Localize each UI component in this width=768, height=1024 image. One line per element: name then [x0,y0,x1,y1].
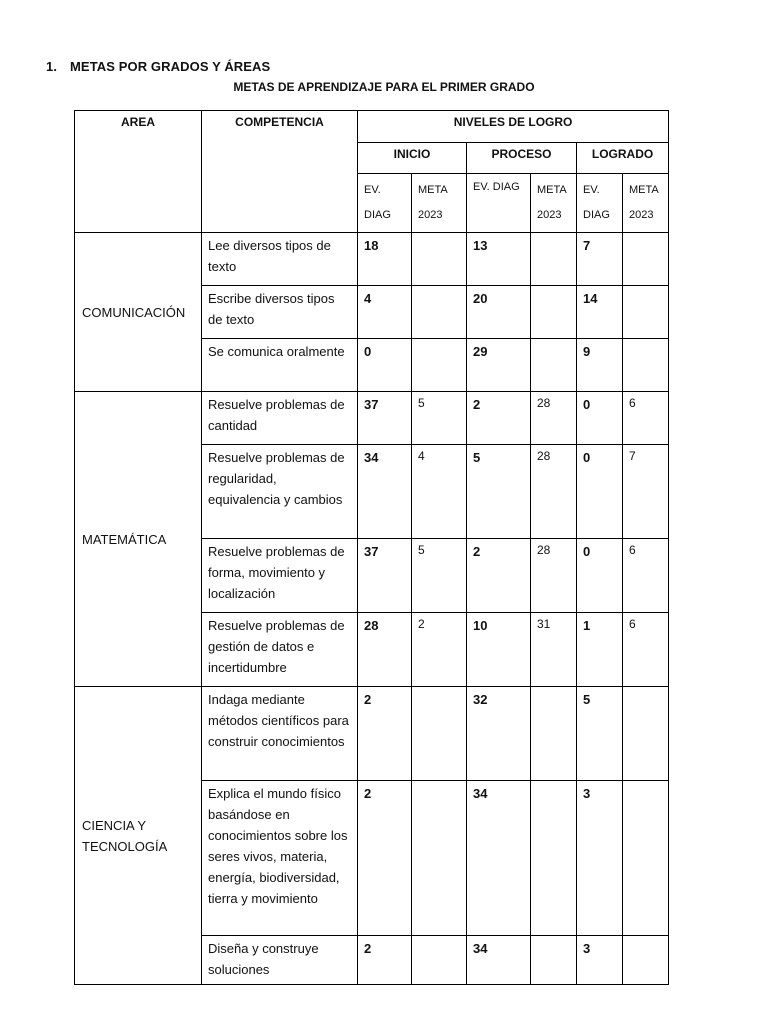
inicio-meta-cell: 5 [412,539,467,613]
logrado-ev-diag-cell: 3 [577,936,623,985]
inicio-ev-diag-cell: 37 [358,392,412,445]
proceso-ev-diag-cell: 13 [467,233,531,286]
proceso-ev-diag-cell: 32 [467,687,531,781]
proceso-meta-cell [531,936,577,985]
logrado-meta-cell [623,339,669,392]
proceso-ev-diag-cell: 10 [467,613,531,687]
competencia-cell: Diseña y construye soluciones [202,936,358,985]
logrado-ev-diag-cell: 14 [577,286,623,339]
competencia-cell: Lee diversos tipos de texto [202,233,358,286]
subheader-logrado-meta: META 2023 [623,174,669,233]
learning-goals-table [74,110,669,985]
logrado-meta-cell [623,286,669,339]
competencia-cell: Resuelve problemas de gestión de datos e incertidumbre [202,613,358,687]
proceso-meta-cell [531,286,577,339]
inicio-ev-diag-cell: 0 [358,339,412,392]
proceso-ev-diag-cell: 2 [467,392,531,445]
inicio-ev-diag-cell: 18 [358,233,412,286]
competencia-cell: Indaga mediante métodos científicos para construir conocimientos [202,687,358,781]
inicio-meta-cell [412,339,467,392]
inicio-ev-diag-cell: 37 [358,539,412,613]
subheader-inicio-ev-diag: EV. DIAG [358,174,412,233]
inicio-ev-diag-cell: 34 [358,445,412,539]
proceso-meta-cell: 28 [531,392,577,445]
subheader-inicio-meta: META 2023 [412,174,467,233]
competencia-cell: Se comunica oralmente [202,339,358,392]
inicio-meta-cell [412,687,467,781]
inicio-meta-cell [412,286,467,339]
logrado-ev-diag-cell: 5 [577,687,623,781]
logrado-ev-diag-cell: 9 [577,339,623,392]
competencia-cell: Resuelve problemas de regularidad, equivalencia y cambios [202,445,358,539]
header-inicio: INICIO [358,143,467,174]
competencia-cell: Escribe diversos tipos de texto [202,286,358,339]
inicio-meta-cell: 5 [412,392,467,445]
table-row [75,233,669,286]
logrado-ev-diag-cell: 0 [577,539,623,613]
section-number: 1. [46,59,58,74]
proceso-ev-diag-cell: 5 [467,445,531,539]
header-row-1 [75,111,669,143]
inicio-meta-cell: 4 [412,445,467,539]
inicio-meta-cell [412,781,467,936]
proceso-meta-cell: 31 [531,613,577,687]
area-ciencia-y-tecnologia: CIENCIA Y TECNOLOGÍA [75,687,202,985]
table-title: METAS DE APRENDIZAJE PARA EL PRIMER GRADO [233,80,535,94]
subheader-proceso-ev-diag: EV. DIAG [467,174,531,233]
proceso-meta-cell [531,687,577,781]
competencia-cell: Resuelve problemas de cantidad [202,392,358,445]
logrado-ev-diag-cell: 7 [577,233,623,286]
logrado-ev-diag-cell: 0 [577,392,623,445]
logrado-meta-cell: 6 [623,392,669,445]
logrado-ev-diag-cell: 3 [577,781,623,936]
logrado-meta-cell [623,781,669,936]
table-row [75,392,669,445]
proceso-ev-diag-cell: 20 [467,286,531,339]
competencia-cell: Resuelve problemas de forma, movimiento y localización [202,539,358,613]
inicio-meta-cell [412,233,467,286]
proceso-ev-diag-cell: 34 [467,781,531,936]
competencia-cell: Explica el mundo físico basándose en conocimientos sobre los seres vivos, materia, energía, biodiversidad, tierra y movimiento [202,781,358,936]
inicio-meta-cell: 2 [412,613,467,687]
inicio-ev-diag-cell: 2 [358,781,412,936]
inicio-ev-diag-cell: 2 [358,936,412,985]
logrado-meta-cell [623,936,669,985]
header-logrado: LOGRADO [577,143,669,174]
logrado-meta-cell: 6 [623,539,669,613]
logrado-meta-cell [623,687,669,781]
header-niveles-de-logro: NIVELES DE LOGRO [358,111,669,143]
proceso-meta-cell [531,339,577,392]
proceso-meta-cell: 28 [531,445,577,539]
inicio-ev-diag-cell: 2 [358,687,412,781]
proceso-meta-cell [531,233,577,286]
logrado-meta-cell [623,233,669,286]
inicio-ev-diag-cell: 28 [358,613,412,687]
inicio-meta-cell [412,936,467,985]
subheader-logrado-ev-diag: EV. DIAG [577,174,623,233]
proceso-ev-diag-cell: 34 [467,936,531,985]
section-heading [46,59,270,74]
proceso-ev-diag-cell: 29 [467,339,531,392]
header-area: AREA [75,111,202,233]
logrado-ev-diag-cell: 1 [577,613,623,687]
logrado-meta-cell: 6 [623,613,669,687]
area-matematica: MATEMÁTICA [75,392,202,687]
subheader-proceso-meta: META 2023 [531,174,577,233]
section-heading-text: METAS POR GRADOS Y ÁREAS [70,59,271,74]
proceso-meta-cell: 28 [531,539,577,613]
proceso-ev-diag-cell: 2 [467,539,531,613]
proceso-meta-cell [531,781,577,936]
table-row [75,687,669,781]
header-competencia: COMPETENCIA [202,111,358,233]
logrado-ev-diag-cell: 0 [577,445,623,539]
header-proceso: PROCESO [467,143,577,174]
logrado-meta-cell: 7 [623,445,669,539]
inicio-ev-diag-cell: 4 [358,286,412,339]
area-comunicacion: COMUNICACIÓN [75,233,202,392]
